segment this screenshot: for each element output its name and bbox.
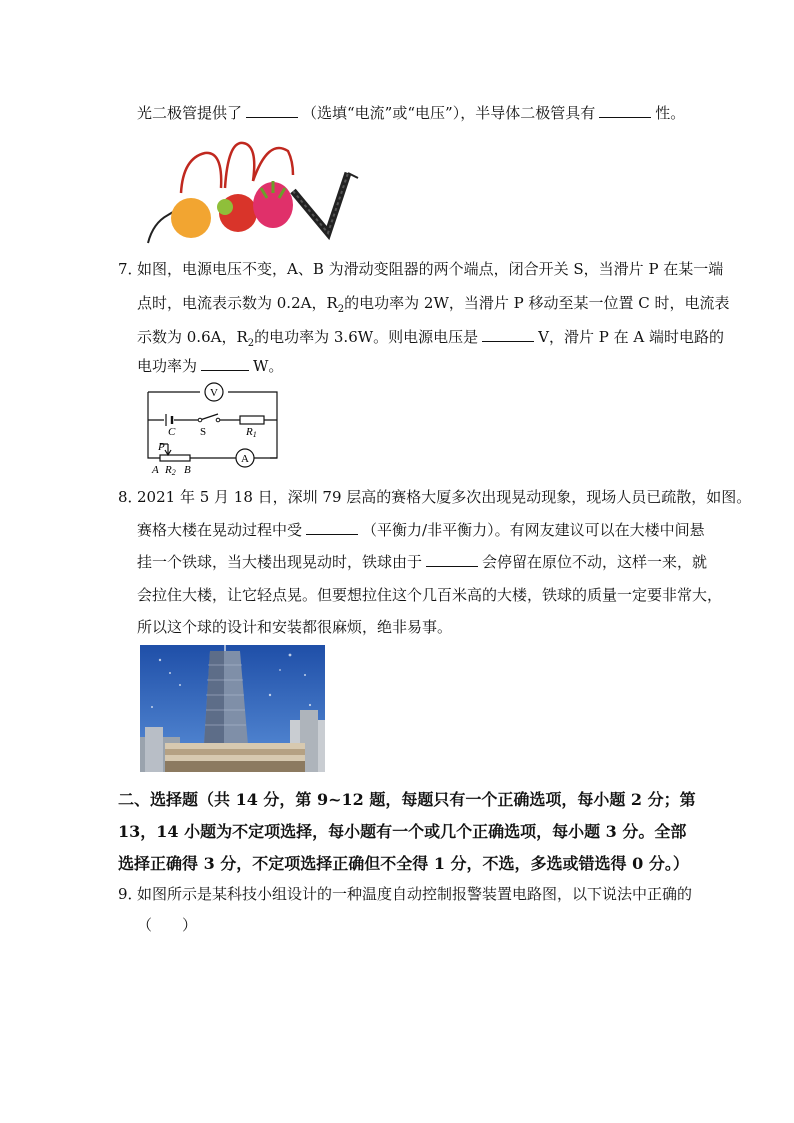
q7-line-2: 点时，电流表示数为 0.2A，$R_2$的电功率为 2W，当滑片 P 移动至某一位置 C 时，电流表 <box>137 294 730 315</box>
q8-blank-force[interactable] <box>306 520 358 535</box>
label-r1: R1 <box>246 426 257 439</box>
q7-blank-power[interactable] <box>201 356 249 371</box>
q8-line-1: 2021 年 5 月 18 日，深圳 79 层高的赛格大厦多次出现晃动现象，现场人员已疏散，如图。 <box>137 488 752 506</box>
section-2-header-line-2: 13，14 小题为不定项选择，每小题有一个或几个正确选项，每小题 3 分。全部 <box>118 822 687 841</box>
q6-blank-2[interactable] <box>599 103 651 118</box>
section-2-header-line-3: 选择正确得 3 分，不定项选择正确但不全得 1 分，不选，多选或错选得 0 分。） <box>118 854 689 873</box>
q6-line: 光二极管提供了 （选填“电流”或“电压”），半导体二极管具有 性。 <box>137 104 686 122</box>
q6-blank-1[interactable] <box>246 103 298 118</box>
voltmeter-label: V <box>210 387 218 399</box>
q7-circuit-diagram <box>140 378 285 476</box>
q7-line-3: 示数为 0.6A，$R_2$的电功率为 3.6W。则电源电压是 V，滑片 P 在 A 端时电路的 <box>137 328 725 349</box>
building-photo <box>140 645 325 772</box>
section-2-header-line-1: 二、选择题（共 14 分，第 9~12 题，每题只有一个正确选项，每小题 2 分；第 <box>118 790 696 809</box>
q9-line-1: 如图所示是某科技小组设计的一种温度自动控制报警装置电路图，以下说法中正确的 <box>137 885 693 903</box>
q8-blank-inertia[interactable] <box>426 552 478 567</box>
q8-number: 8． <box>118 488 143 506</box>
q9-number: 9． <box>118 885 143 903</box>
resistor-r1 <box>240 416 264 424</box>
q7-blank-voltage[interactable] <box>482 327 534 342</box>
q8-line-2: 赛格大楼在晃动过程中受 （平衡力/非平衡力）。有网友建议可以在大楼中间悬 <box>137 521 705 539</box>
label-s: S <box>200 426 207 438</box>
q9-answer-brackets[interactable]: （ ） <box>137 916 198 934</box>
q8-line-3: 挂一个铁球，当大楼出现晃动时，铁球由于 会停留在原位不动，这样一来，就 <box>137 553 708 571</box>
label-r2: R2 <box>165 464 176 476</box>
q7-line-4: 电功率为 W。 <box>137 357 284 375</box>
q7-number: 7． <box>118 260 143 278</box>
fruit-battery-image <box>143 133 368 248</box>
ammeter-label: A <box>241 453 249 465</box>
label-c: C <box>168 426 176 438</box>
label-b: B <box>184 464 191 476</box>
label-p: P <box>158 441 165 453</box>
rheostat-r2 <box>160 455 190 461</box>
q7-line-1: 如图，电源电压不变，A、B 为滑动变阻器的两个端点，闭合开关 S，当滑片 P 在某一端 <box>137 260 724 278</box>
label-a: A <box>152 464 159 476</box>
q8-line-5: 所以这个球的设计和安装都很麻烦，绝非易事。 <box>137 618 453 636</box>
q8-line-4: 会拉住大楼，让它轻点晃。但要想拉住这个几百米高的大楼，铁球的质量一定要非常大， <box>137 586 723 604</box>
